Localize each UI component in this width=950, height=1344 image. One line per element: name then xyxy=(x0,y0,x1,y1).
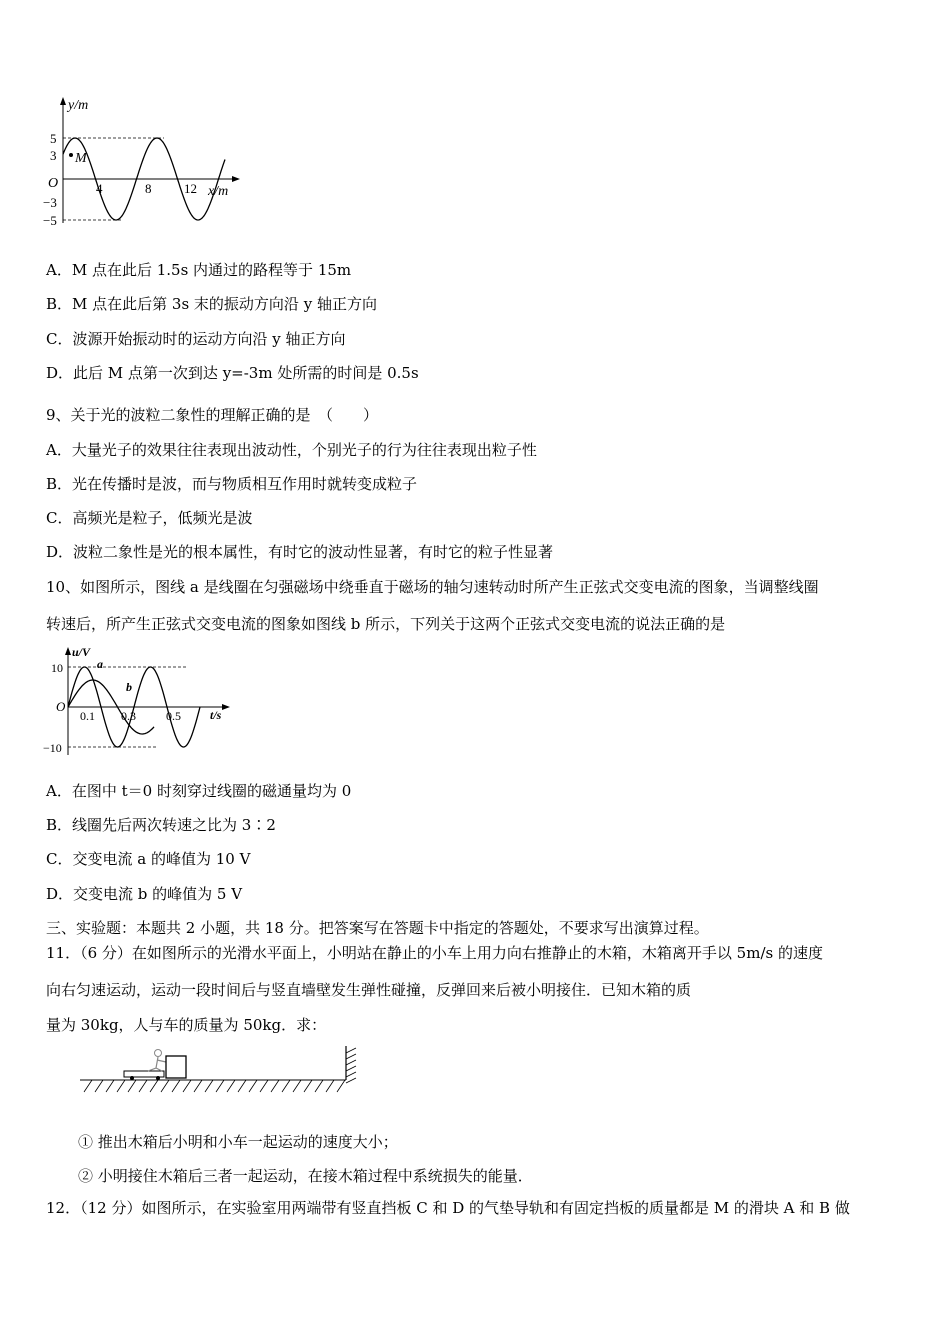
q10-stem-line-1: 10、如图所示，图线 a 是线圈在匀强磁场中绕垂直于磁场的轴匀速转动时所产生正弦式交变电流的图象，当调整线圈 xyxy=(46,578,819,596)
x-tick: 8 xyxy=(145,181,152,196)
q9-option-c: C．高频光是粒子，低频光是波 xyxy=(46,509,253,527)
q8-option-b: B．M 点在此后第 3s 末的振动方向沿 y 轴正方向 xyxy=(46,295,377,313)
x-tick: 0.5 xyxy=(166,709,181,723)
q8-option-a: A．M 点在此后 1.5s 内通过的路程等于 15m xyxy=(46,261,352,279)
q9-option-a: A．大量光子的效果往往表现出波动性，个别光子的行为往往表现出粒子性 xyxy=(46,441,537,459)
wave-graph-figure xyxy=(40,95,245,235)
y-tick: −10 xyxy=(43,741,62,755)
q10-stem-line-2: 转速后，所产生正弦式交变电流的图象如图线 b 所示，下列关于这两个正弦式交变电流的说法正确的是 xyxy=(46,615,726,633)
y-axis-label: u/V xyxy=(72,645,91,659)
x-tick: 0.3 xyxy=(121,709,136,723)
origin-label: O xyxy=(56,699,66,714)
q12-line-1: 12．（12 分）如图所示，在实验室用两端带有竖直挡板 C 和 D 的气垫导轨和有固定挡板的质量都是 M 的滑块 A 和 B 做 xyxy=(46,1199,850,1217)
q10-option-d: D．交变电流 b 的峰值为 5 V xyxy=(46,885,243,903)
q9-stem: 9、关于光的波粒二象性的理解正确的是 （ ） xyxy=(46,406,379,424)
cart-wheel xyxy=(156,1076,160,1080)
q11-line-3: 量为 30kg，人与车的质量为 50kg．求： xyxy=(46,1016,327,1034)
y-tick: 5 xyxy=(50,131,57,146)
y-tick: −5 xyxy=(43,213,57,228)
curve-b-label: b xyxy=(126,680,132,694)
q9-option-b: B．光在传播时是波，而与物质相互作用时就转变成粒子 xyxy=(46,475,418,493)
wooden-box xyxy=(166,1056,186,1078)
q8-option-c: C．波源开始振动时的运动方向沿 y 轴正方向 xyxy=(46,330,346,348)
q11-sub-1: ① 推出木箱后小明和小车一起运动的速度大小； xyxy=(78,1133,398,1151)
origin-label: O xyxy=(48,176,59,191)
x-tick: 12 xyxy=(184,181,197,196)
person-head xyxy=(155,1050,162,1057)
q10-option-b: B．线圈先后两次转速之比为 3∶2 xyxy=(46,816,276,834)
x-axis-label: t/s xyxy=(210,708,222,722)
q11-sub-2: ② 小明接住木箱后三者一起运动，在接木箱过程中系统损失的能量． xyxy=(78,1167,533,1185)
curve-a-label: a xyxy=(97,657,103,671)
x-tick: 0.1 xyxy=(80,709,95,723)
y-tick: −3 xyxy=(43,195,57,210)
q10-option-a: A．在图中 t＝0 时刻穿过线圈的磁通量均为 0 xyxy=(46,782,352,800)
y-axis-label: y/m xyxy=(68,98,89,113)
x-tick: 4 xyxy=(96,181,103,196)
x-axis-label: x/m xyxy=(208,184,229,199)
point-m-label: M xyxy=(75,151,87,166)
q11-line-2: 向右匀速运动，运动一段时间后与竖直墙壁发生弹性碰撞，反弹回来后被小明接住．已知木箱的质 xyxy=(46,981,692,999)
ac-graph-figure xyxy=(40,645,235,757)
cart-box-wall-figure xyxy=(78,1040,363,1102)
cart-wheel xyxy=(130,1076,134,1080)
y-tick: 10 xyxy=(51,661,63,675)
q9-option-d: D．波粒二象性是光的根本属性，有时它的波动性显著，有时它的粒子性显著 xyxy=(46,543,554,561)
y-tick: 3 xyxy=(50,148,57,163)
q11-line-1: 11．（6 分）在如图所示的光滑水平面上，小明站在静止的小车上用力向右推静止的木箱，木箱离开手以 5m/s 的速度 xyxy=(46,944,823,962)
person-body xyxy=(148,1057,166,1071)
q10-option-c: C．交变电流 a 的峰值为 10 V xyxy=(46,850,251,868)
q8-option-d: D．此后 M 点第一次到达 y=-3m 处所需的时间是 0.5s xyxy=(46,364,419,382)
point-m-dot xyxy=(69,153,73,157)
section-3-heading: 三、实验题：本题共 2 小题，共 18 分。把答案写在答题卡中指定的答题处，不要求写出演算过程。 xyxy=(46,919,709,937)
